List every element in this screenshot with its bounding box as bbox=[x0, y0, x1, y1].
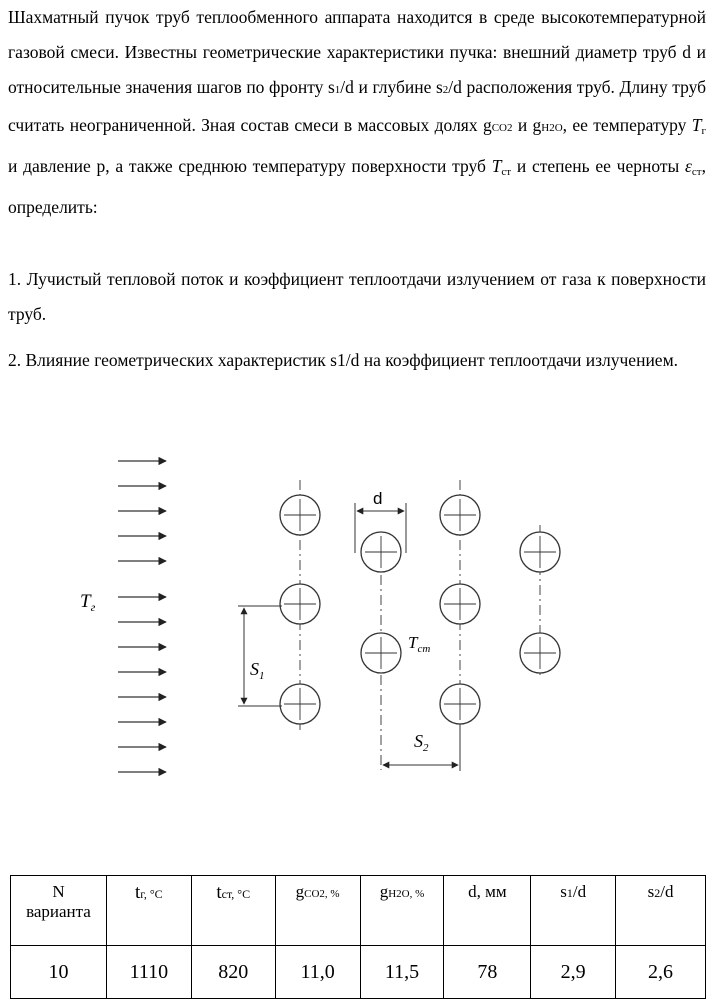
table-header-row bbox=[11, 876, 706, 946]
wall-temperature-label: $T_{cm}$ bbox=[408, 633, 431, 655]
s2-label: $S_2$ bbox=[414, 731, 429, 754]
cell-co2: 11,0 bbox=[275, 946, 360, 999]
header-diameter: d, мм bbox=[444, 876, 531, 946]
variant-data-table bbox=[10, 875, 706, 999]
header-s2: s2/d bbox=[616, 876, 706, 946]
tube bbox=[440, 495, 480, 535]
tube bbox=[361, 532, 401, 572]
tube bbox=[361, 633, 401, 673]
cell-wall-temp: 820 bbox=[191, 946, 275, 999]
s1-dimension bbox=[238, 606, 282, 706]
cell-gas-temp: 1110 bbox=[106, 946, 191, 999]
tube bbox=[280, 495, 320, 535]
task-1: 1. Лучистый тепловой поток и коэффициент теплоотдачи излучением от газа к поверхности труб. bbox=[8, 269, 706, 324]
cell-variant: 10 bbox=[11, 946, 107, 999]
table-row bbox=[11, 946, 706, 999]
diameter-label: d bbox=[373, 489, 383, 508]
tube bbox=[280, 684, 320, 724]
header-s1: s1/d bbox=[531, 876, 616, 946]
cell-s1: 2,9 bbox=[531, 946, 616, 999]
gas-flow-arrows bbox=[118, 461, 166, 772]
header-variant: N варианта bbox=[11, 876, 107, 946]
header-co2: gCO2, % bbox=[275, 876, 360, 946]
tube bbox=[440, 584, 480, 624]
cell-h2o: 11,5 bbox=[360, 946, 444, 999]
tube bbox=[520, 532, 560, 572]
tubes bbox=[280, 495, 560, 724]
tube-column-axes bbox=[300, 480, 540, 770]
tube-bundle-diagram bbox=[0, 425, 712, 845]
s1-label: $S_1$ bbox=[250, 659, 265, 682]
header-wall-temp: tст, °С bbox=[191, 876, 275, 946]
tube bbox=[440, 684, 480, 724]
header-gas-temp: tг, °С bbox=[106, 876, 191, 946]
tube bbox=[520, 633, 560, 673]
cell-s2: 2,6 bbox=[616, 946, 706, 999]
gas-temperature-label: $T_г$ bbox=[80, 591, 96, 614]
tube bbox=[280, 584, 320, 624]
task-2: 2. Влияние геометрических характеристик s1/d на коэффициент теплоотдачи излучением. bbox=[8, 350, 679, 370]
problem-statement: Шахматный пучок труб теплообменного аппарата находится в среде высокотемпературной газовой смеси. Известны геометрические характеристики пучка: внешний диаметр труб d и относительные значения шагов по фронту s1/d и глубине s2/d расположения труб. Длину труб считать неограниченной. Зная состав смеси в массовых долях gCO2 и gH2O, ее температуру $T_г$ и давление p, а также среднюю температуру поверхности труб $T_{ст}$ и степень ее черноты $\varepsilon_{ст}$, определить: bbox=[8, 7, 707, 217]
header-h2o: gH2O, % bbox=[360, 876, 444, 946]
cell-diameter: 78 bbox=[444, 946, 531, 999]
